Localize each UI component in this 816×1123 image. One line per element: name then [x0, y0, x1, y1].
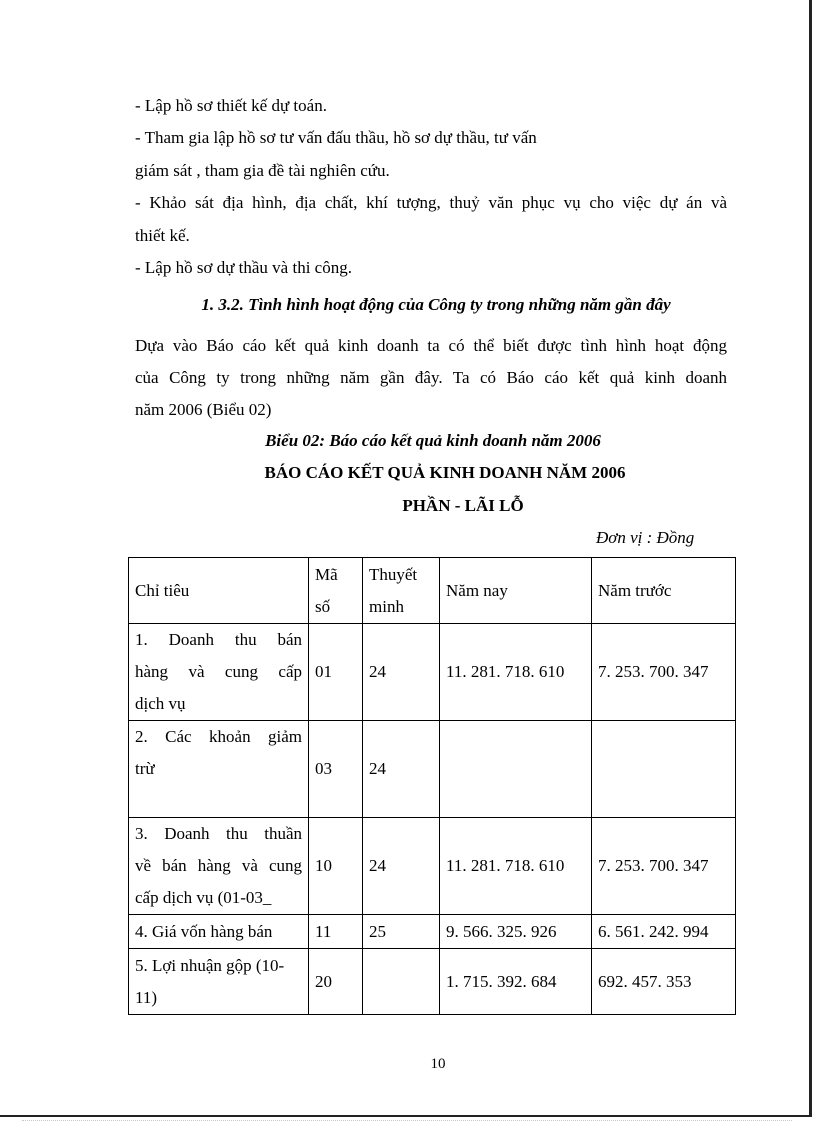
section-heading: 1. 3.2. Tình hình hoạt động của Công ty trong những năm gần đây	[201, 295, 671, 314]
row-code: 20	[309, 949, 363, 1015]
row-code: 10	[309, 818, 363, 915]
row-last-year: 7. 253. 700. 347	[592, 624, 736, 721]
header-note-line-2: minh	[369, 596, 404, 616]
row-note: 24	[363, 818, 440, 915]
row-label	[129, 949, 309, 1015]
intro-line-1: Dựa vào Báo cáo kết quả kinh doanh ta có thể biết được tình hình hoạt động	[135, 336, 727, 355]
row-label	[129, 721, 309, 818]
intro-line-3: năm 2006 (Biểu 02)	[135, 400, 272, 419]
body-line-6: - Lập hồ sơ dự thầu và thi công.	[135, 258, 352, 277]
body-line-4: - Khảo sát địa hình, địa chất, khí tượng, thuỷ văn phục vụ cho việc dự án và	[135, 193, 727, 212]
row-this-year: 9. 566. 325. 926	[440, 915, 592, 949]
row-label-line: trừ	[135, 759, 155, 778]
row-label-line: về bán hàng và cung	[135, 856, 302, 875]
row-this-year: 11. 281. 718. 610	[440, 624, 592, 721]
header-indicator: Chỉ tiêu	[129, 558, 309, 624]
unit-label: Đơn vị : Đồng	[596, 528, 695, 547]
row-label-line: 1. Doanh thu bán	[135, 630, 302, 649]
header-code-line-2: số	[315, 596, 331, 616]
row-code: 11	[309, 915, 363, 949]
row-label-line: 5. Lợi nhuận gộp (10-	[135, 955, 285, 975]
table-header-row	[129, 558, 736, 624]
body-line-1: - Lập hồ sơ thiết kế dự toán.	[135, 96, 327, 115]
table-row	[129, 949, 736, 1015]
row-label-line: 4. Giá vốn hàng bán	[135, 921, 273, 941]
row-label	[129, 818, 309, 915]
table-row	[129, 915, 736, 949]
row-label-line: hàng và cung cấp	[135, 662, 302, 681]
footer-rule	[22, 1120, 792, 1121]
report-title: BÁO CÁO KẾT QUẢ KINH DOANH NĂM 2006	[264, 463, 626, 482]
row-note: 25	[363, 915, 440, 949]
body-line-2: - Tham gia lập hồ sơ tư vấn đấu thầu, hồ sơ dự thầu, tư vấn	[135, 128, 537, 147]
row-last-year: 7. 253. 700. 347	[592, 818, 736, 915]
row-label	[129, 624, 309, 721]
row-note	[363, 949, 440, 1015]
row-last-year	[592, 721, 736, 818]
body-line-3: giám sát , tham gia đề tài nghiên cứu.	[135, 161, 390, 180]
intro-line-2: của Công ty trong những năm gần đây. Ta có Báo cáo kết quả kinh doanh	[135, 368, 727, 387]
table-row	[129, 721, 736, 818]
row-this-year	[440, 721, 592, 818]
row-this-year: 1. 715. 392. 684	[440, 949, 592, 1015]
row-label-line: 11)	[135, 987, 158, 1007]
header-note-line-1: Thuyết	[369, 564, 418, 584]
row-code: 01	[309, 624, 363, 721]
header-note	[363, 558, 440, 624]
row-label-line: cấp dịch vụ (01-03_	[135, 888, 272, 907]
row-label	[129, 915, 309, 949]
report-subtitle: PHẦN - LÃI LỖ	[402, 496, 524, 515]
row-last-year: 6. 561. 242. 994	[592, 915, 736, 949]
row-label-line: dịch vụ	[135, 694, 186, 713]
row-this-year: 11. 281. 718. 610	[440, 818, 592, 915]
row-code: 03	[309, 721, 363, 818]
row-last-year: 692. 457. 353	[592, 949, 736, 1015]
header-code	[309, 558, 363, 624]
table-row	[129, 624, 736, 721]
row-label-line: 2. Các khoản giảm	[135, 727, 302, 746]
row-note: 24	[363, 624, 440, 721]
header-code-line-1: Mã	[315, 564, 338, 584]
figure-caption: Biểu 02: Báo cáo kết quả kinh doanh năm 2006	[265, 431, 601, 450]
row-label-line: 3. Doanh thu thuần	[135, 824, 302, 843]
page-number: 10	[430, 1056, 446, 1072]
body-line-5: thiết kế.	[135, 226, 190, 245]
row-note: 24	[363, 721, 440, 818]
table-row	[129, 818, 736, 915]
header-last-year: Năm trước	[592, 558, 736, 624]
header-this-year: Năm nay	[440, 558, 592, 624]
report-table	[128, 557, 736, 1015]
